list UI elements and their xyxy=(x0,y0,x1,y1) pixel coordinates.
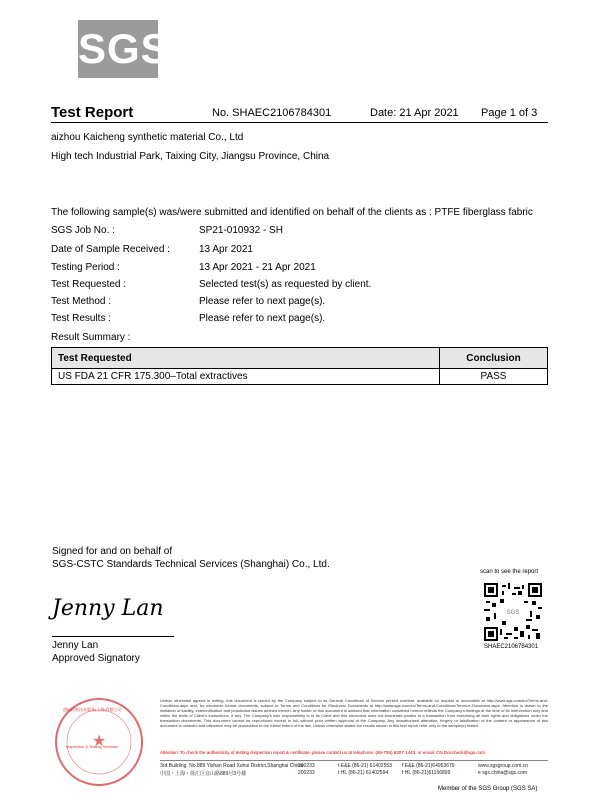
svg-text:★: ★ xyxy=(91,733,107,750)
email-link[interactable]: e sgs.china@sgs.com xyxy=(478,770,527,776)
zip-cn: 200233 xyxy=(298,770,315,776)
field-label-job-no: SGS Job No. : xyxy=(51,225,115,236)
field-value-date-received: 13 Apr 2021 xyxy=(199,244,253,255)
fax-cn: f HL (86-21)61156899 xyxy=(402,770,451,776)
result-summary-table xyxy=(51,347,548,385)
client-address: High tech Industrial Park, Taixing City, Jiangsu Province, China xyxy=(51,151,330,162)
fax: f E&E (86-21)64953679 xyxy=(402,763,455,769)
sgs-member-note: Member of the SGS Group (SGS SA) xyxy=(438,786,538,792)
cell-test: US FDA 21 CFR 175.300–Total extractives xyxy=(52,369,440,385)
sgs-logo-text: SGS xyxy=(78,25,170,72)
client-name: aizhou Kaicheng synthetic material Co., Ltd xyxy=(51,132,244,143)
qr-caption: scan to see the report xyxy=(480,569,539,575)
field-label-test-method: Test Method : xyxy=(51,296,112,307)
footer-divider xyxy=(160,760,548,761)
sample-intro: The following sample(s) was/were submitted and identified on behalf of the clients as : PTFE fiberglass fabric xyxy=(51,207,533,218)
field-value-test-results: Please refer to next page(s). xyxy=(199,313,326,324)
signatory-name: Jenny Lan xyxy=(52,640,99,651)
column-header-test: Test Requested xyxy=(52,348,440,369)
report-date: Date: 21 Apr 2021 xyxy=(370,107,459,119)
qr-center-text: SGS xyxy=(506,610,520,616)
report-number: No. SHAEC2106784301 xyxy=(212,107,332,119)
signatory-title: Approved Signatory xyxy=(52,653,140,664)
website-link[interactable]: www.sgsgroup.com.cn xyxy=(478,763,529,769)
field-value-job-no: SP21-010932 - SH xyxy=(199,225,283,236)
address-cn: 中国・上海・徐汇区宜山路889号3号楼 xyxy=(160,771,247,777)
table-header-row xyxy=(52,348,548,369)
telephone: t E&E (86-21) 61402553 xyxy=(338,763,392,769)
page-number: Page 1 of 3 xyxy=(481,107,538,119)
field-label-test-requested: Test Requested : xyxy=(51,279,127,290)
field-value-testing-period: 13 Apr 2021 - 21 Apr 2021 xyxy=(199,262,316,273)
authenticity-notice: Attention: To check the authenticity of testing /inspection report & certificate, please contact us at telephone: (86-755) 8307 1443, or email: CN.Doccheck@sgs.com xyxy=(160,750,485,755)
field-label-testing-period: Testing Period : xyxy=(51,262,120,273)
company-name: SGS-CSTC Standards Technical Services (Shanghai) Co., Ltd. xyxy=(52,559,330,570)
field-label-test-results: Test Results : xyxy=(51,313,112,324)
address-en: 3rd Building, No.889 Yishan Road Xuhui District,Shanghai China xyxy=(160,763,303,769)
header-divider xyxy=(51,122,548,123)
column-header-conclusion: Conclusion xyxy=(440,348,548,369)
seal-subtitle: Inspection & Testing Services xyxy=(66,744,119,749)
signature-line xyxy=(52,636,174,637)
result-summary-label: Result Summary : xyxy=(51,332,131,343)
legal-disclaimer: Unless otherwise agreed in writing, this document is issued by the Company subject to its General Conditions of Service printed overleaf, available on request or accessible at http://www.sgs.com/en/Terms-and-Conditions.aspx and, for electronic format documents, subject to Terms and Conditions for Electronic Documents at http://www.sgs.com/en/Terms-and-Conditions/Terms-e-Document.aspx. Attention is drawn to the limitation of liability, indemnification and jurisdiction issues defined therein. Any holder of this document is advised that information contained hereon reflects the Company's findings at the time of its intervention only and within the limits of Client's instructions, if any. The Company's sole responsibility is to its Client and this document does not exonerate parties to a transaction from exercising all their rights and obligations under the transaction documents. This document cannot be reproduced except in full, without prior written approval of the Company. Any unauthorized alteration, forgery or falsification of the content or appearance of this document is unlawful and offenders may be prosecuted to the fullest extent of the law. Unless otherwise stated the results shown in this test report refer only to the sample(s) tested. xyxy=(160,698,548,728)
telephone-cn: t HL (86-21) 61402594 xyxy=(338,770,389,776)
table-row xyxy=(52,369,548,385)
field-value-test-method: Please refer to next page(s). xyxy=(199,296,326,307)
zip-en: 200233 xyxy=(298,763,315,769)
cell-conclusion: PASS xyxy=(440,369,548,385)
qr-code-icon xyxy=(484,583,542,641)
report-title: Test Report xyxy=(51,104,134,121)
field-label-date-received: Date of Sample Received : xyxy=(51,244,170,255)
signature: Jenny Lan xyxy=(52,596,164,621)
seal-text: 通标标准技术服务(上海)有限公司 xyxy=(63,707,122,712)
qr-report-code: SHAEC2106784301 xyxy=(484,644,539,650)
signed-on-behalf: Signed for and on behalf of xyxy=(52,546,173,557)
field-value-test-requested: Selected test(s) as requested by client. xyxy=(199,279,372,290)
